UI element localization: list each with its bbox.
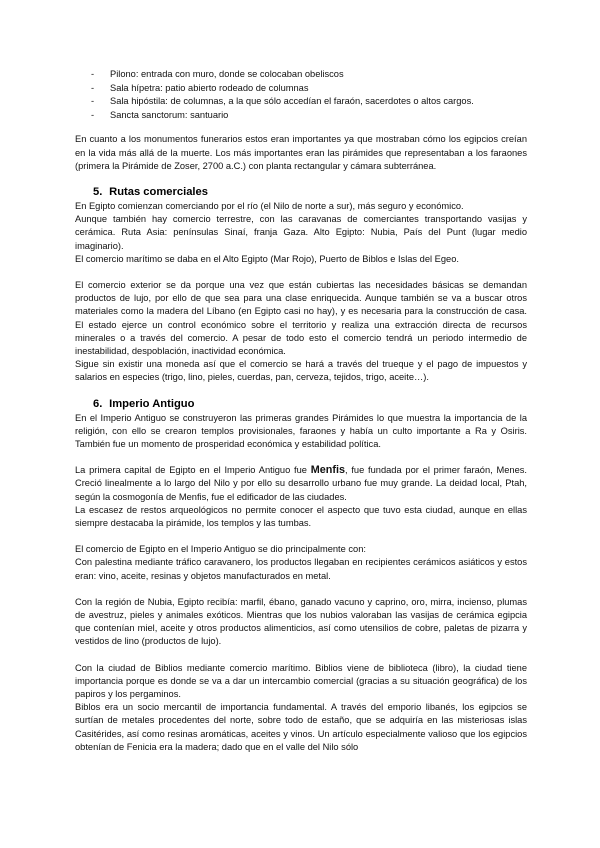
document-page <box>75 68 527 754</box>
paragraph-comercio-intro: El comercio de Egipto en el Imperio Antiguo se dio principalmente con: <box>75 544 366 555</box>
paragraph-exterior: El comercio exterior se da porque una vez que están cubiertas las necesidades básicas se demandan productos de lujo, por ello de que sea para una clase enriquecida. Aunque también se va a buscar otros materiales como la madera del Líbano (en Egipto casi no hay), y es necesaria para la construcción de casa. El estado ejerce un control económico sobre el territorio y realiza una extracción directa de recursos minerales o a través del comercio. A pesar de todo esto el comercio tendrá un periodo intermedio de inestabilidad, despoblación, inactividad económica. <box>75 280 527 357</box>
section-heading-imperio: 6. Imperio Antiguo <box>93 397 195 410</box>
bullet-dash: - <box>91 96 95 107</box>
paragraph-rio: En Egipto comienzan comerciando por el río (el Nilo de norte a sur), más seguro y económico. <box>75 200 464 211</box>
paragraph-biblos: Con la ciudad de Biblios mediante comercio marítimo. Biblios viene de biblioteca (libro), la ciudad tiene importancia porque es donde se va a dar un intercambio comercial (gracias a su situación geográfica) de los papiros y los pergaminos. <box>75 662 527 700</box>
section-heading-rutas: 5. Rutas comerciales <box>93 185 208 198</box>
bullet-dash: - <box>91 69 95 79</box>
paragraph-palestina: Con palestina mediante tráfico caravanero, los productos llegaban en recipientes cerámicos asiáticos y estos eran: vino, aceite, resinas y objetos manufacturados en metal. <box>75 557 527 581</box>
paragraph-menfis: La primera capital de Egipto en el Imperio Antiguo fue Menfis, fue fundada por el primer faraón, Menes. Creció linealmente a lo largo del Nilo y por ello su desarrollo urbano fue muy grande. La deidad local, Ptah, según la cosmogonía de Menfis, fue el edificador de las ciudades. <box>75 464 527 502</box>
list-item: - Pilono: entrada con muro, donde se colocaban obeliscos <box>75 68 527 82</box>
list-item: - Sala hipóstila: de columnas, a la que sólo accedían el faraón, sacerdotes o altos cargos. <box>75 95 527 109</box>
paragraph-escasez: La escasez de restos arqueológicos no permite conocer el aspecto que tuvo esta ciudad, aunque en ellas siempre destacaba la pirámide, los templos y las tumbas. <box>75 504 527 529</box>
list-item: - Sala hípetra: patio abierto rodeado de columnas <box>75 82 527 96</box>
bullet-dash: - <box>91 109 95 120</box>
paragraph-biblos-socio: Biblos era un socio mercantil de importancia fundamental. A través del emporio libanés, los egipcios se surtían de metales procedentes del norte, sobre todo de estaño, que se adquiría en las misteriosas islas Casitérides, así como resinas aromáticas, aceites y vinos. Un artículo especialmente valioso que los egipcios obtenían de Fenicia era la madera; dado que en el valle del Nilo sólo <box>75 702 527 752</box>
list-item: - Sancta sanctorum: santuario <box>75 109 527 123</box>
paragraph-imperio: En el Imperio Antiguo se construyeron las primeras grandes Pirámides lo que muestra la importancia de la religión, con ello se crearon templos provisionales, faraones y había un culto importante a Ra y Osiris. También fue un momento de prosperidad económica y estabilidad política. <box>75 412 527 450</box>
paragraph-funerarios: En cuanto a los monumentos funerarios estos eran importantes ya que mostraban cómo los egipcios creían en la vida más allá de la muerte. Los más importantes eran las pirámides que representaban a los faraones (primera la Pirámide de Zoser, 2700 a.C.) con planta rectangular y cámara subterránea. <box>75 134 527 171</box>
bullet-dash: - <box>91 82 95 93</box>
paragraph-nubia: Con la región de Nubia, Egipto recibía: marfil, ébano, ganado vacuno y caprino, oro, mirra, incienso, plumas de avestruz, pieles y animales exóticos. Mientras que los nubios valoraban las vasijas de cerámica egipcia que contenían miel, aceite y otros productos alimenticios, así como utensilios de cobre, paletas de pizarra y vestidos de lino (productos de lujo). <box>75 596 527 647</box>
menfis-term: Menfis <box>310 464 345 477</box>
paragraph-terrestre: Aunque también hay comercio terrestre, con las caravanas de comerciantes transportando vasijas y cerámica. Ruta Asia: penínsulas Sinaí, franja Gaza. Alto Egipto: Nubia, País del Punt (lugar medio imaginario). <box>75 214 527 251</box>
paragraph-moneda: Sigue sin existir una moneda así que el comercio se hará a través del trueque y el pago de impuestos y salarios en especies (trigo, lino, pieles, cuerdas, pan, cerveza, tejidos, trigo, aceite…). <box>75 359 527 383</box>
temple-parts-list <box>75 68 527 122</box>
paragraph-maritimo: El comercio marítimo se daba en el Alto Egipto (Mar Rojo), Puerto de Biblos e Islas del Egeo. <box>75 253 459 264</box>
